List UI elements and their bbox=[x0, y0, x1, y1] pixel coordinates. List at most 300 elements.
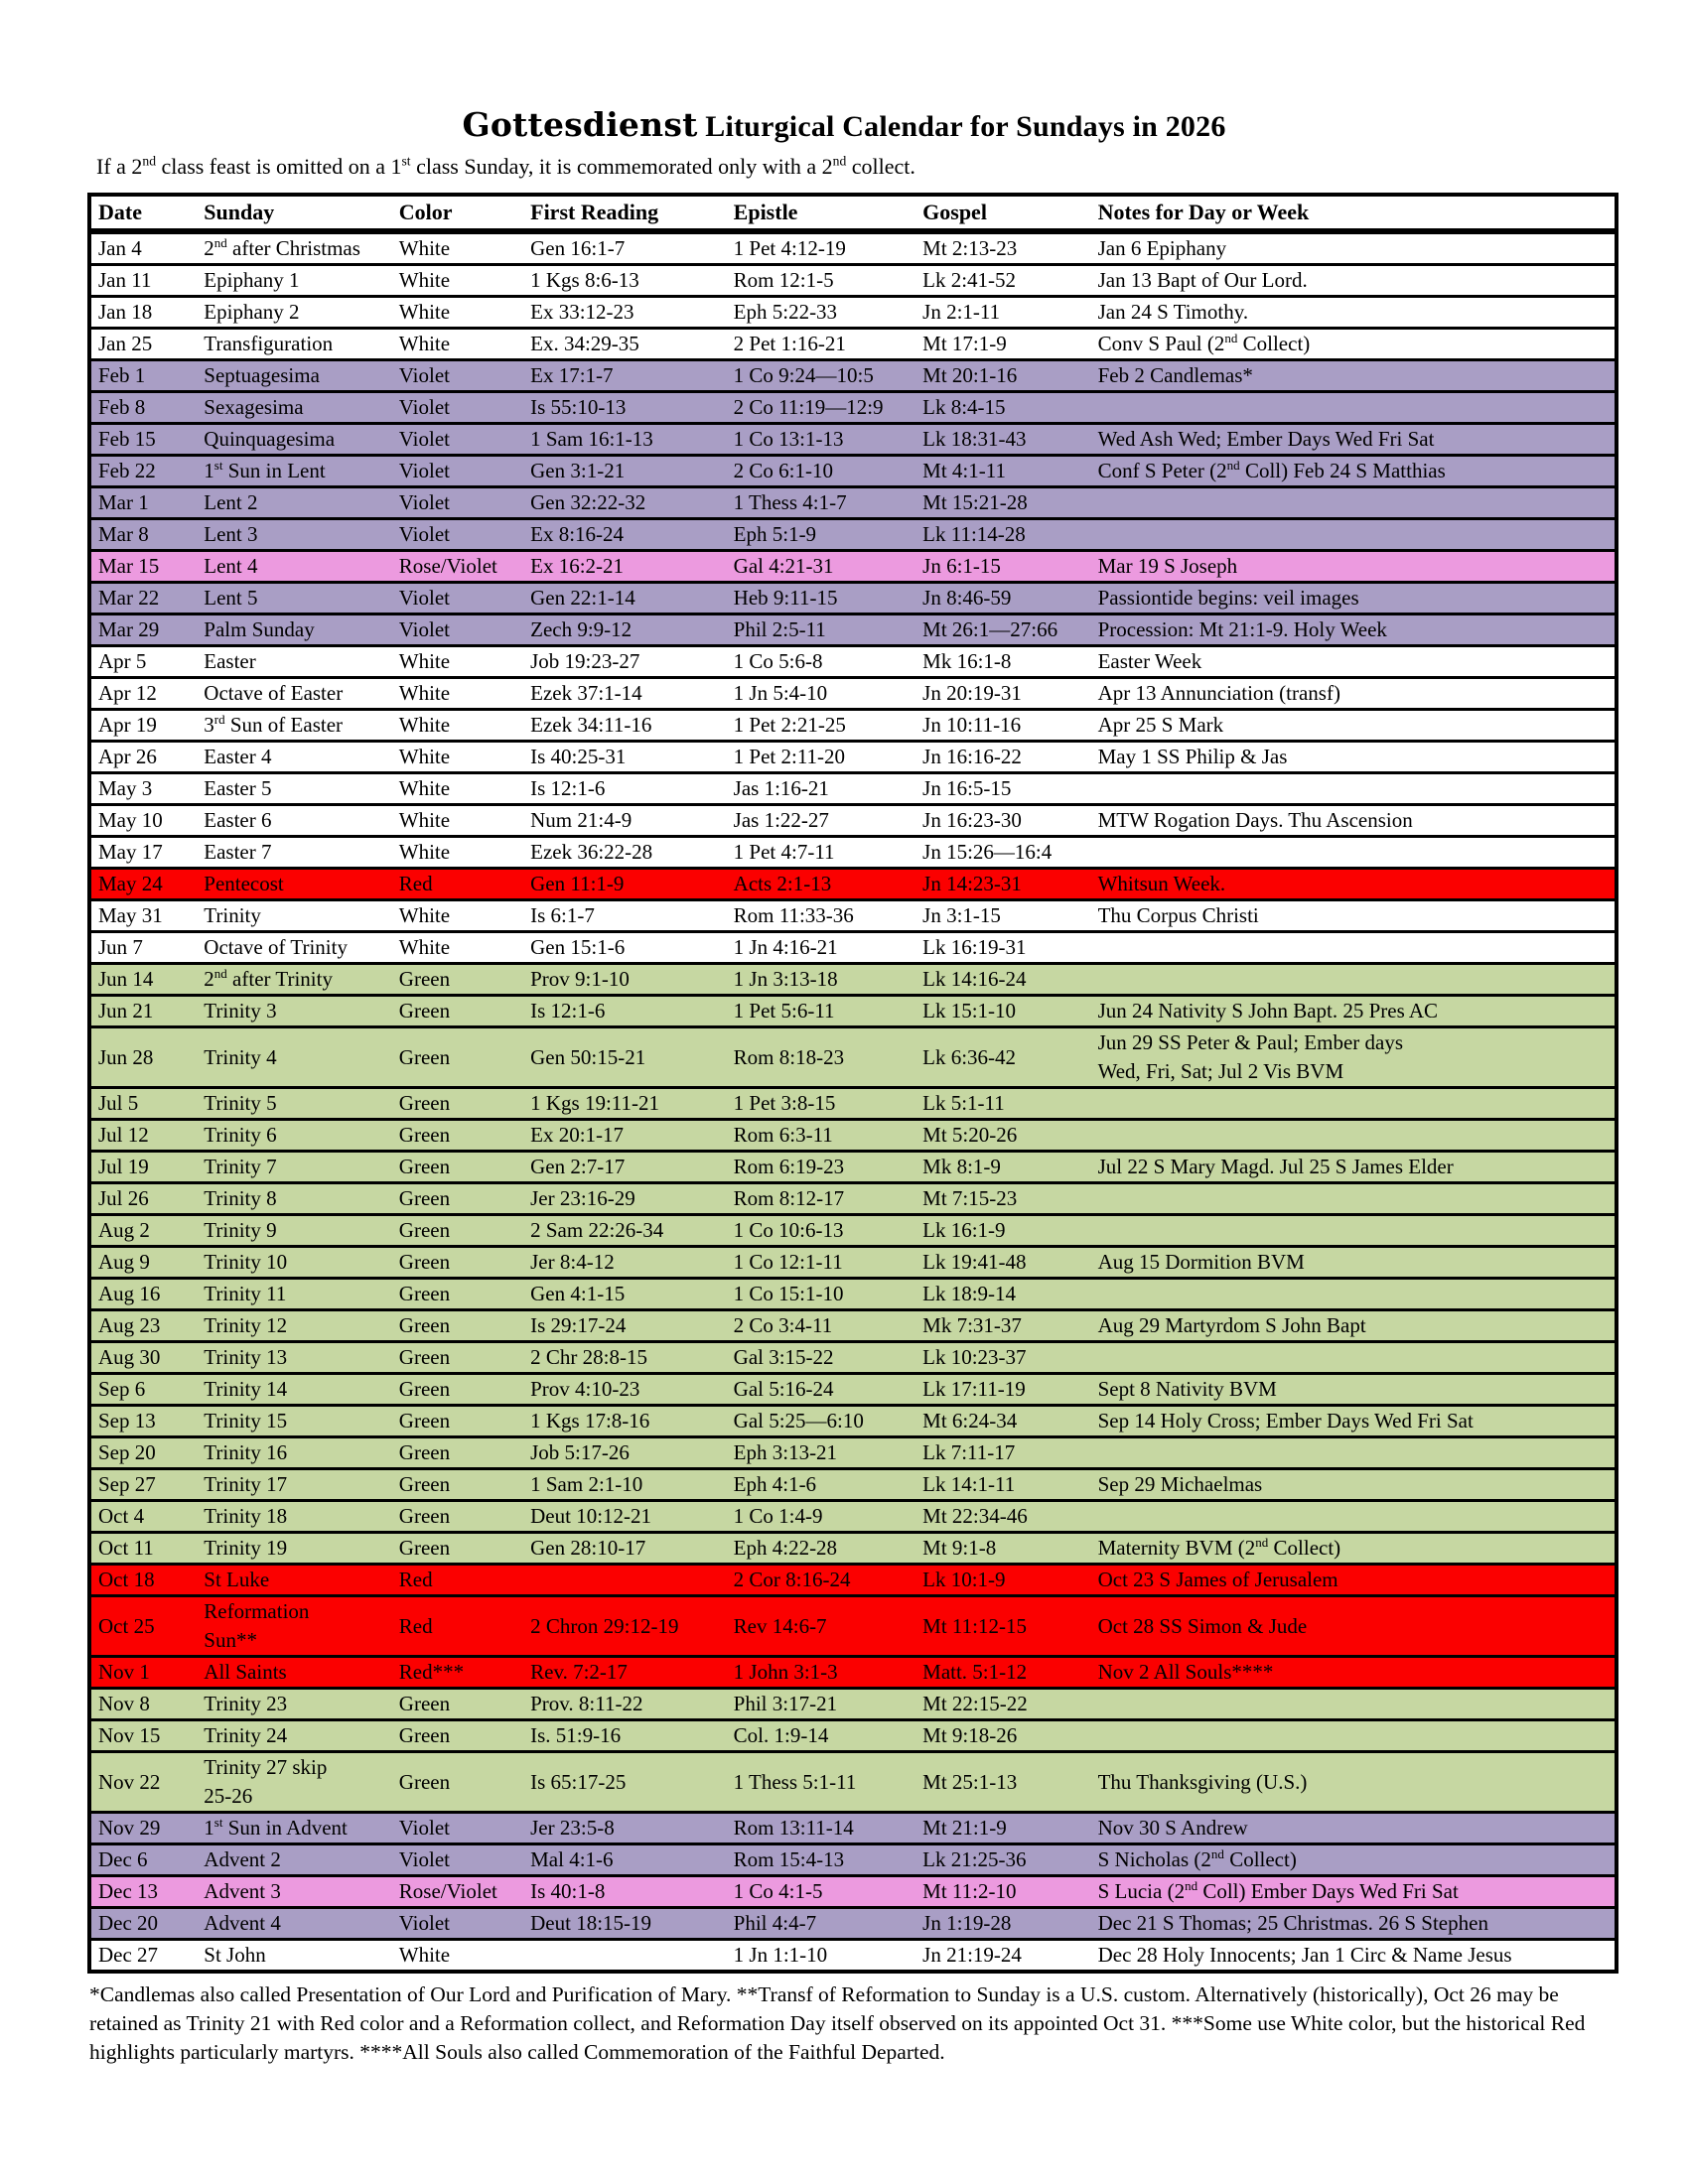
cell-gospel: Mk 8:1-9 bbox=[915, 1152, 1090, 1183]
cell-first-reading: Jer 23:16-29 bbox=[523, 1183, 727, 1215]
cell-date: Jul 5 bbox=[89, 1088, 197, 1120]
cell-date: Apr 12 bbox=[89, 678, 197, 710]
cell-notes bbox=[1091, 392, 1617, 424]
cell-notes: Jan 24 S Timothy. bbox=[1091, 297, 1617, 329]
cell-first-reading: Deut 10:12-21 bbox=[523, 1501, 727, 1533]
cell-date: Dec 20 bbox=[89, 1908, 197, 1940]
cell-first-reading: Zech 9:9-12 bbox=[523, 614, 727, 646]
cell-sunday: Octave of Easter bbox=[197, 678, 392, 710]
cell-gospel: Lk 14:1-11 bbox=[915, 1469, 1090, 1501]
cell-epistle: 1 John 3:1-3 bbox=[727, 1657, 915, 1689]
cell-first-reading: 2 Chr 28:8-15 bbox=[523, 1342, 727, 1374]
cell-epistle: 1 Co 5:6-8 bbox=[727, 646, 915, 678]
cell-notes: Dec 21 S Thomas; 25 Christmas. 26 S Stephen bbox=[1091, 1908, 1617, 1940]
cell-epistle: 2 Pet 1:16-21 bbox=[727, 329, 915, 360]
cell-sunday: Lent 4 bbox=[197, 551, 392, 583]
cell-notes: Nov 2 All Souls**** bbox=[1091, 1657, 1617, 1689]
cell-epistle: 1 Jn 1:1-10 bbox=[727, 1940, 915, 1973]
cell-gospel: Mt 9:18-26 bbox=[915, 1720, 1090, 1752]
table-row bbox=[89, 1406, 1617, 1437]
cell-color: Red bbox=[392, 1565, 523, 1596]
cell-notes: Maternity BVM (2nd Collect) bbox=[1091, 1533, 1617, 1565]
cell-first-reading: Ex 20:1-17 bbox=[523, 1120, 727, 1152]
cell-epistle: Eph 4:22-28 bbox=[727, 1533, 915, 1565]
cell-sunday: Lent 2 bbox=[197, 487, 392, 519]
cell-first-reading bbox=[523, 1565, 727, 1596]
table-row bbox=[89, 329, 1617, 360]
cell-gospel: Lk 11:14-28 bbox=[915, 519, 1090, 551]
cell-date: Sep 6 bbox=[89, 1374, 197, 1406]
cell-color: Red bbox=[392, 869, 523, 900]
cell-sunday: Trinity 19 bbox=[197, 1533, 392, 1565]
cell-notes bbox=[1091, 1088, 1617, 1120]
cell-date: Mar 1 bbox=[89, 487, 197, 519]
table-row bbox=[89, 1120, 1617, 1152]
cell-color: White bbox=[392, 837, 523, 869]
cell-sunday: Trinity 6 bbox=[197, 1120, 392, 1152]
cell-first-reading: 1 Sam 2:1-10 bbox=[523, 1469, 727, 1501]
cell-date: Jan 18 bbox=[89, 297, 197, 329]
cell-notes: Thu Thanksgiving (U.S.) bbox=[1091, 1752, 1617, 1813]
cell-gospel: Mt 20:1-16 bbox=[915, 360, 1090, 392]
table-row bbox=[89, 1689, 1617, 1720]
page-title bbox=[0, 0, 1688, 144]
cell-notes: Conv S Paul (2nd Collect) bbox=[1091, 329, 1617, 360]
header-row bbox=[89, 195, 1617, 231]
cell-color: Violet bbox=[392, 583, 523, 614]
table-row bbox=[89, 773, 1617, 805]
table-row bbox=[89, 1183, 1617, 1215]
cell-sunday: Lent 5 bbox=[197, 583, 392, 614]
cell-color: Green bbox=[392, 1720, 523, 1752]
table-row bbox=[89, 297, 1617, 329]
cell-notes: Sep 29 Michaelmas bbox=[1091, 1469, 1617, 1501]
cell-gospel: Lk 14:16-24 bbox=[915, 964, 1090, 996]
cell-color: White bbox=[392, 329, 523, 360]
cell-date: Jun 7 bbox=[89, 932, 197, 964]
cell-sunday: Trinity 5 bbox=[197, 1088, 392, 1120]
cell-color: White bbox=[392, 231, 523, 265]
cell-epistle: 1 Jn 4:16-21 bbox=[727, 932, 915, 964]
cell-gospel: Lk 8:4-15 bbox=[915, 392, 1090, 424]
cell-color: Green bbox=[392, 1752, 523, 1813]
cell-date: Apr 19 bbox=[89, 710, 197, 742]
cell-gospel: Lk 7:11-17 bbox=[915, 1437, 1090, 1469]
cell-first-reading: Jer 23:5-8 bbox=[523, 1813, 727, 1844]
table-row bbox=[89, 1342, 1617, 1374]
cell-first-reading: Ex 16:2-21 bbox=[523, 551, 727, 583]
cell-epistle: Rom 13:11-14 bbox=[727, 1813, 915, 1844]
cell-gospel: Jn 3:1-15 bbox=[915, 900, 1090, 932]
table-row bbox=[89, 1533, 1617, 1565]
cell-sunday: Easter 4 bbox=[197, 742, 392, 773]
cell-gospel: Lk 15:1-10 bbox=[915, 996, 1090, 1027]
cell-notes: S Lucia (2nd Coll) Ember Days Wed Fri Sat bbox=[1091, 1876, 1617, 1908]
cell-gospel: Lk 17:11-19 bbox=[915, 1374, 1090, 1406]
cell-color: White bbox=[392, 297, 523, 329]
cell-sunday: St John bbox=[197, 1940, 392, 1973]
cell-gospel: Mt 26:1—27:66 bbox=[915, 614, 1090, 646]
cell-notes bbox=[1091, 837, 1617, 869]
table-row bbox=[89, 964, 1617, 996]
cell-sunday: Advent 3 bbox=[197, 1876, 392, 1908]
cell-gospel: Lk 16:1-9 bbox=[915, 1215, 1090, 1247]
cell-notes bbox=[1091, 487, 1617, 519]
cell-notes bbox=[1091, 1120, 1617, 1152]
cell-first-reading: Ex. 34:29-35 bbox=[523, 329, 727, 360]
cell-gospel: Mt 2:13-23 bbox=[915, 231, 1090, 265]
cell-first-reading: Jer 8:4-12 bbox=[523, 1247, 727, 1279]
cell-first-reading: 2 Chron 29:12-19 bbox=[523, 1596, 727, 1657]
cell-notes bbox=[1091, 1720, 1617, 1752]
cell-gospel: Mt 7:15-23 bbox=[915, 1183, 1090, 1215]
cell-color: White bbox=[392, 678, 523, 710]
cell-sunday: Lent 3 bbox=[197, 519, 392, 551]
cell-notes: Mar 19 S Joseph bbox=[1091, 551, 1617, 583]
cell-date: May 31 bbox=[89, 900, 197, 932]
table-row bbox=[89, 519, 1617, 551]
cell-notes bbox=[1091, 1689, 1617, 1720]
cell-color: Rose/Violet bbox=[392, 551, 523, 583]
cell-gospel: Mk 7:31-37 bbox=[915, 1310, 1090, 1342]
table-row bbox=[89, 1027, 1617, 1088]
cell-first-reading: Ex 33:12-23 bbox=[523, 297, 727, 329]
cell-sunday: Trinity 3 bbox=[197, 996, 392, 1027]
cell-gospel: Mt 9:1-8 bbox=[915, 1533, 1090, 1565]
cell-epistle: Gal 5:25—6:10 bbox=[727, 1406, 915, 1437]
cell-date: May 10 bbox=[89, 805, 197, 837]
cell-sunday: Trinity 15 bbox=[197, 1406, 392, 1437]
cell-notes: Procession: Mt 21:1-9. Holy Week bbox=[1091, 614, 1617, 646]
cell-notes: Jun 29 SS Peter & Paul; Ember days Wed, Fri, Sat; Jul 2 Vis BVM bbox=[1091, 1027, 1617, 1088]
cell-notes: Oct 28 SS Simon & Jude bbox=[1091, 1596, 1617, 1657]
cell-gospel: Mt 22:15-22 bbox=[915, 1689, 1090, 1720]
cell-date: Nov 29 bbox=[89, 1813, 197, 1844]
cell-date: Nov 22 bbox=[89, 1752, 197, 1813]
cell-first-reading: Prov 9:1-10 bbox=[523, 964, 727, 996]
cell-notes: Sep 14 Holy Cross; Ember Days Wed Fri Sat bbox=[1091, 1406, 1617, 1437]
cell-date: Aug 30 bbox=[89, 1342, 197, 1374]
cell-date: Apr 26 bbox=[89, 742, 197, 773]
table-row bbox=[89, 360, 1617, 392]
cell-epistle: 1 Pet 2:11-20 bbox=[727, 742, 915, 773]
cell-epistle: Heb 9:11-15 bbox=[727, 583, 915, 614]
cell-gospel: Mt 11:12-15 bbox=[915, 1596, 1090, 1657]
cell-gospel: Jn 16:23-30 bbox=[915, 805, 1090, 837]
cell-color: Green bbox=[392, 1152, 523, 1183]
cell-color: Violet bbox=[392, 1844, 523, 1876]
cell-date: Feb 1 bbox=[89, 360, 197, 392]
cell-first-reading: 1 Kgs 17:8-16 bbox=[523, 1406, 727, 1437]
cell-epistle: 1 Pet 4:7-11 bbox=[727, 837, 915, 869]
cell-date: Nov 15 bbox=[89, 1720, 197, 1752]
cell-first-reading: Prov 4:10-23 bbox=[523, 1374, 727, 1406]
cell-notes: Wed Ash Wed; Ember Days Wed Fri Sat bbox=[1091, 424, 1617, 456]
table-row bbox=[89, 932, 1617, 964]
col-header-gospel: Gospel bbox=[915, 195, 1090, 231]
cell-date: Jul 19 bbox=[89, 1152, 197, 1183]
cell-notes: Aug 15 Dormition BVM bbox=[1091, 1247, 1617, 1279]
col-header-epistle: Epistle bbox=[727, 195, 915, 231]
cell-color: Violet bbox=[392, 424, 523, 456]
table-row bbox=[89, 1247, 1617, 1279]
cell-epistle: Eph 5:1-9 bbox=[727, 519, 915, 551]
cell-color: Violet bbox=[392, 392, 523, 424]
cell-first-reading: Mal 4:1-6 bbox=[523, 1844, 727, 1876]
cell-color: Green bbox=[392, 1120, 523, 1152]
cell-gospel: Mk 16:1-8 bbox=[915, 646, 1090, 678]
table-row bbox=[89, 231, 1617, 265]
cell-first-reading: Is 12:1-6 bbox=[523, 773, 727, 805]
cell-color: White bbox=[392, 646, 523, 678]
cell-first-reading: Job 19:23-27 bbox=[523, 646, 727, 678]
cell-date: Feb 22 bbox=[89, 456, 197, 487]
cell-epistle: Jas 1:16-21 bbox=[727, 773, 915, 805]
cell-notes: Jan 6 Epiphany bbox=[1091, 231, 1617, 265]
cell-sunday: Easter 6 bbox=[197, 805, 392, 837]
cell-sunday: Trinity 23 bbox=[197, 1689, 392, 1720]
cell-date: May 17 bbox=[89, 837, 197, 869]
cell-first-reading: Gen 32:22-32 bbox=[523, 487, 727, 519]
cell-gospel: Jn 21:19-24 bbox=[915, 1940, 1090, 1973]
cell-sunday: 3rd Sun of Easter bbox=[197, 710, 392, 742]
cell-color: Green bbox=[392, 1183, 523, 1215]
cell-date: Mar 29 bbox=[89, 614, 197, 646]
cell-notes bbox=[1091, 1342, 1617, 1374]
cell-epistle: 1 Pet 3:8-15 bbox=[727, 1088, 915, 1120]
cell-gospel: Jn 16:16-22 bbox=[915, 742, 1090, 773]
cell-sunday: Pentecost bbox=[197, 869, 392, 900]
cell-color: Green bbox=[392, 1469, 523, 1501]
cell-sunday: Quinquagesima bbox=[197, 424, 392, 456]
cell-sunday: Reformation Sun** bbox=[197, 1596, 392, 1657]
cell-epistle: 1 Jn 5:4-10 bbox=[727, 678, 915, 710]
cell-epistle: Rom 8:18-23 bbox=[727, 1027, 915, 1088]
table-row bbox=[89, 1813, 1617, 1844]
cell-first-reading: Gen 2:7-17 bbox=[523, 1152, 727, 1183]
cell-epistle: 2 Co 11:19—12:9 bbox=[727, 392, 915, 424]
cell-first-reading: Is 29:17-24 bbox=[523, 1310, 727, 1342]
cell-epistle: 1 Co 9:24—10:5 bbox=[727, 360, 915, 392]
cell-gospel: Lk 10:23-37 bbox=[915, 1342, 1090, 1374]
cell-sunday: Easter bbox=[197, 646, 392, 678]
cell-color: White bbox=[392, 773, 523, 805]
cell-notes bbox=[1091, 773, 1617, 805]
cell-epistle: Acts 2:1-13 bbox=[727, 869, 915, 900]
cell-gospel: Mt 22:34-46 bbox=[915, 1501, 1090, 1533]
table-row bbox=[89, 1437, 1617, 1469]
cell-epistle: 2 Co 6:1-10 bbox=[727, 456, 915, 487]
cell-color: White bbox=[392, 265, 523, 297]
cell-epistle: Col. 1:9-14 bbox=[727, 1720, 915, 1752]
cell-color: Green bbox=[392, 1533, 523, 1565]
col-header-first-reading: First Reading bbox=[523, 195, 727, 231]
cell-epistle: Rom 12:1-5 bbox=[727, 265, 915, 297]
cell-notes: Whitsun Week. bbox=[1091, 869, 1617, 900]
cell-gospel: Lk 6:36-42 bbox=[915, 1027, 1090, 1088]
cell-epistle: 1 Co 13:1-13 bbox=[727, 424, 915, 456]
table-row bbox=[89, 805, 1617, 837]
table-row bbox=[89, 1720, 1617, 1752]
cell-color: Green bbox=[392, 1342, 523, 1374]
cell-color: Green bbox=[392, 1027, 523, 1088]
calendar-table bbox=[87, 193, 1618, 1974]
cell-color: Violet bbox=[392, 1908, 523, 1940]
cell-date: Nov 8 bbox=[89, 1689, 197, 1720]
cell-gospel: Lk 18:31-43 bbox=[915, 424, 1090, 456]
table-row bbox=[89, 710, 1617, 742]
cell-color: Green bbox=[392, 996, 523, 1027]
cell-notes: Apr 25 S Mark bbox=[1091, 710, 1617, 742]
cell-date: Dec 6 bbox=[89, 1844, 197, 1876]
cell-sunday: Easter 7 bbox=[197, 837, 392, 869]
cell-epistle: Rom 6:3-11 bbox=[727, 1120, 915, 1152]
cell-date: Oct 4 bbox=[89, 1501, 197, 1533]
cell-date: Sep 13 bbox=[89, 1406, 197, 1437]
cell-gospel: Lk 21:25-36 bbox=[915, 1844, 1090, 1876]
cell-gospel: Jn 14:23-31 bbox=[915, 869, 1090, 900]
cell-color: Green bbox=[392, 1215, 523, 1247]
table-row bbox=[89, 1152, 1617, 1183]
cell-notes: Thu Corpus Christi bbox=[1091, 900, 1617, 932]
table-row bbox=[89, 1501, 1617, 1533]
cell-date: Jul 12 bbox=[89, 1120, 197, 1152]
cell-notes: Passiontide begins: veil images bbox=[1091, 583, 1617, 614]
table-row bbox=[89, 614, 1617, 646]
cell-color: Green bbox=[392, 1437, 523, 1469]
cell-color: Green bbox=[392, 1689, 523, 1720]
cell-date: Jul 26 bbox=[89, 1183, 197, 1215]
cell-sunday: Advent 4 bbox=[197, 1908, 392, 1940]
cell-epistle: Gal 3:15-22 bbox=[727, 1342, 915, 1374]
cell-date: Jun 14 bbox=[89, 964, 197, 996]
cell-first-reading: Is 40:25-31 bbox=[523, 742, 727, 773]
cell-gospel: Jn 10:11-16 bbox=[915, 710, 1090, 742]
cell-date: Dec 13 bbox=[89, 1876, 197, 1908]
cell-color: Green bbox=[392, 1247, 523, 1279]
cell-date: Mar 15 bbox=[89, 551, 197, 583]
cell-date: Jan 25 bbox=[89, 329, 197, 360]
cell-color: Violet bbox=[392, 487, 523, 519]
table-row bbox=[89, 678, 1617, 710]
cell-date: Oct 11 bbox=[89, 1533, 197, 1565]
cell-notes bbox=[1091, 964, 1617, 996]
cell-first-reading: Gen 11:1-9 bbox=[523, 869, 727, 900]
cell-color: White bbox=[392, 742, 523, 773]
cell-gospel: Mt 25:1-13 bbox=[915, 1752, 1090, 1813]
cell-epistle: Rom 15:4-13 bbox=[727, 1844, 915, 1876]
table-row bbox=[89, 1215, 1617, 1247]
col-header-date: Date bbox=[89, 195, 197, 231]
cell-epistle: Phil 2:5-11 bbox=[727, 614, 915, 646]
cell-notes bbox=[1091, 1215, 1617, 1247]
cell-epistle: Rom 8:12-17 bbox=[727, 1183, 915, 1215]
cell-color: White bbox=[392, 932, 523, 964]
cell-epistle: Phil 4:4-7 bbox=[727, 1908, 915, 1940]
cell-sunday: Trinity 7 bbox=[197, 1152, 392, 1183]
cell-date: Sep 27 bbox=[89, 1469, 197, 1501]
cell-sunday: 2nd after Christmas bbox=[197, 231, 392, 265]
cell-color: Violet bbox=[392, 456, 523, 487]
cell-color: Green bbox=[392, 1310, 523, 1342]
cell-sunday: 1st Sun in Lent bbox=[197, 456, 392, 487]
cell-epistle: 1 Co 4:1-5 bbox=[727, 1876, 915, 1908]
cell-color: Green bbox=[392, 1501, 523, 1533]
col-header-sunday: Sunday bbox=[197, 195, 392, 231]
cell-notes: Sept 8 Nativity BVM bbox=[1091, 1374, 1617, 1406]
cell-date: May 3 bbox=[89, 773, 197, 805]
table-row bbox=[89, 583, 1617, 614]
cell-notes bbox=[1091, 1437, 1617, 1469]
cell-gospel: Jn 15:26—16:4 bbox=[915, 837, 1090, 869]
cell-color: White bbox=[392, 805, 523, 837]
cell-sunday: Trinity 10 bbox=[197, 1247, 392, 1279]
cell-date: Jan 11 bbox=[89, 265, 197, 297]
cell-first-reading: Gen 4:1-15 bbox=[523, 1279, 727, 1310]
cell-sunday: Trinity 12 bbox=[197, 1310, 392, 1342]
footnote: *Candlemas also called Presentation of Our Lord and Purification of Mary. **Transf of Reformation to Sunday is a U.S. custom. Alternatively (historically), Oct 26 may be retained as Trinity 21 with Red color and a Reformation collect, and Reformation Day itself observed on its appointed Oct 31. ***Some use White color, but the historical Red highlights particularly martyrs. ****All Souls also called Commemoration of the Faithful Departed. bbox=[89, 1982, 1586, 2064]
cell-gospel: Jn 1:19-28 bbox=[915, 1908, 1090, 1940]
cell-epistle: 1 Pet 5:6-11 bbox=[727, 996, 915, 1027]
cell-sunday: Octave of Trinity bbox=[197, 932, 392, 964]
table-row bbox=[89, 392, 1617, 424]
cell-color: Violet bbox=[392, 1813, 523, 1844]
cell-date: Mar 22 bbox=[89, 583, 197, 614]
table-row bbox=[89, 1279, 1617, 1310]
table-row bbox=[89, 1374, 1617, 1406]
cell-date: Aug 2 bbox=[89, 1215, 197, 1247]
cell-epistle: Rev 14:6-7 bbox=[727, 1596, 915, 1657]
cell-gospel: Mt 15:21-28 bbox=[915, 487, 1090, 519]
cell-first-reading: Prov. 8:11-22 bbox=[523, 1689, 727, 1720]
cell-notes: Easter Week bbox=[1091, 646, 1617, 678]
cell-epistle: 2 Cor 8:16-24 bbox=[727, 1565, 915, 1596]
cell-gospel: Lk 16:19-31 bbox=[915, 932, 1090, 964]
cell-color: White bbox=[392, 900, 523, 932]
table-row bbox=[89, 1310, 1617, 1342]
cell-sunday: Trinity 4 bbox=[197, 1027, 392, 1088]
cell-notes: Jan 13 Bapt of Our Lord. bbox=[1091, 265, 1617, 297]
cell-first-reading: Ex 8:16-24 bbox=[523, 519, 727, 551]
cell-gospel: Mt 11:2-10 bbox=[915, 1876, 1090, 1908]
cell-notes: Feb 2 Candlemas* bbox=[1091, 360, 1617, 392]
table-row bbox=[89, 1469, 1617, 1501]
cell-first-reading: Gen 28:10-17 bbox=[523, 1533, 727, 1565]
table-row bbox=[89, 1876, 1617, 1908]
table-row bbox=[89, 996, 1617, 1027]
cell-color: White bbox=[392, 710, 523, 742]
cell-first-reading: Is 6:1-7 bbox=[523, 900, 727, 932]
cell-epistle: Jas 1:22-27 bbox=[727, 805, 915, 837]
cell-notes: Dec 28 Holy Innocents; Jan 1 Circ & Name Jesus bbox=[1091, 1940, 1617, 1973]
table-row bbox=[89, 1752, 1617, 1813]
cell-epistle: Phil 3:17-21 bbox=[727, 1689, 915, 1720]
cell-epistle: 1 Thess 4:1-7 bbox=[727, 487, 915, 519]
cell-sunday: Trinity 8 bbox=[197, 1183, 392, 1215]
cell-sunday: Trinity 18 bbox=[197, 1501, 392, 1533]
cell-date: Aug 16 bbox=[89, 1279, 197, 1310]
cell-date: Sep 20 bbox=[89, 1437, 197, 1469]
cell-epistle: 1 Co 1:4-9 bbox=[727, 1501, 915, 1533]
cell-first-reading: Ex 17:1-7 bbox=[523, 360, 727, 392]
table-row bbox=[89, 424, 1617, 456]
table-row bbox=[89, 551, 1617, 583]
table-row bbox=[89, 742, 1617, 773]
cell-gospel: Lk 5:1-11 bbox=[915, 1088, 1090, 1120]
cell-gospel: Lk 2:41-52 bbox=[915, 265, 1090, 297]
col-header-color: Color bbox=[392, 195, 523, 231]
cell-color: Green bbox=[392, 1088, 523, 1120]
